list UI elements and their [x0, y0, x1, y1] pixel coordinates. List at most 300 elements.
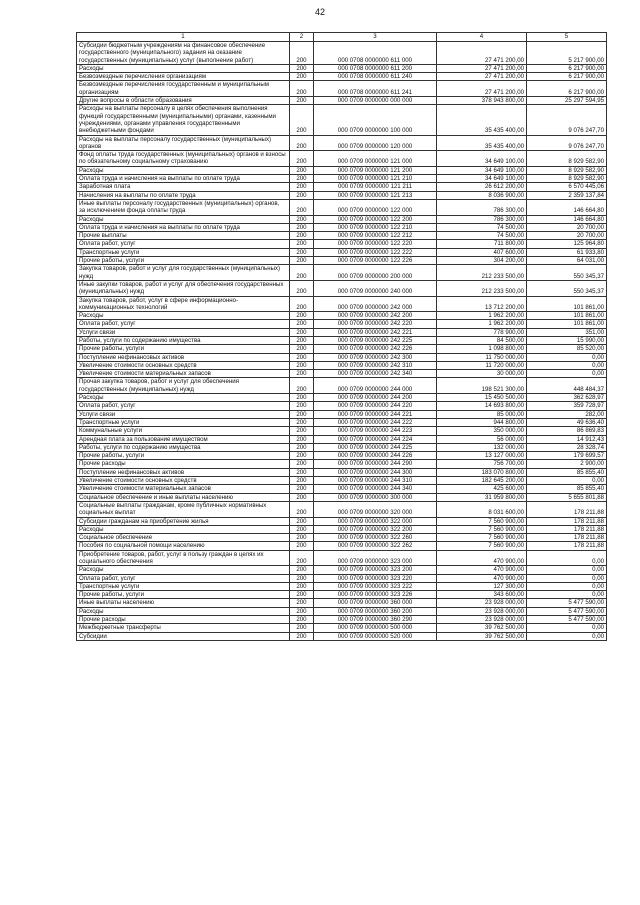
row-approved-cell: 8 036 900,00: [437, 191, 527, 199]
row-approved-cell: 13 127 000,00: [437, 452, 527, 460]
row-approved-cell: 7 560 900,00: [437, 525, 527, 533]
budget-report-table: [76, 32, 607, 641]
row-line-code-cell: 200: [290, 582, 314, 590]
row-budget-code-cell: 000 0709 0000000 200 000: [314, 265, 437, 281]
row-budget-code-cell: 000 0709 0000000 242 310: [314, 361, 437, 369]
row-budget-code-cell: 000 0709 0000000 121 210: [314, 175, 437, 183]
row-line-code-cell: 200: [290, 232, 314, 240]
table-row: [77, 336, 607, 344]
row-budget-code-cell: 000 0709 0000000 322 260: [314, 534, 437, 542]
row-line-code-cell: 200: [290, 477, 314, 485]
row-approved-cell: 343 600,00: [437, 591, 527, 599]
row-budget-code-cell: 000 0709 0000000 500 000: [314, 624, 437, 632]
table-row: [77, 312, 607, 320]
row-line-code-cell: 200: [290, 73, 314, 81]
row-executed-cell: 6 217 900,00: [527, 81, 607, 97]
row-line-code-cell: 200: [290, 616, 314, 624]
row-executed-cell: 101 861,00: [527, 296, 607, 312]
table-row: [77, 183, 607, 191]
row-approved-cell: 34 649 100,00: [437, 166, 527, 174]
row-line-code-cell: 200: [290, 468, 314, 476]
row-line-code-cell: 200: [290, 370, 314, 378]
row-approved-cell: 74 500,00: [437, 232, 527, 240]
row-line-code-cell: 200: [290, 223, 314, 231]
row-executed-cell: 5 655 801,88: [527, 493, 607, 501]
row-budget-code-cell: 000 0709 0000000 242 300: [314, 353, 437, 361]
table-row: [77, 566, 607, 574]
row-executed-cell: 0,00: [527, 582, 607, 590]
row-approved-cell: 27 471 200,00: [437, 64, 527, 72]
row-budget-code-cell: 000 0708 0000000 611 240: [314, 73, 437, 81]
row-name-cell: Поступление нефинансовых активов: [77, 353, 290, 361]
row-budget-code-cell: 000 0709 0000000 122 212: [314, 232, 437, 240]
row-approved-cell: 212 233 500,00: [437, 280, 527, 296]
row-executed-cell: 0,00: [527, 370, 607, 378]
row-name-cell: Оплата работ, услуг: [77, 320, 290, 328]
row-line-code-cell: 200: [290, 624, 314, 632]
table-row: [77, 257, 607, 265]
row-executed-cell: 5 477 590,00: [527, 607, 607, 615]
row-approved-cell: 470 900,00: [437, 574, 527, 582]
row-line-code-cell: 200: [290, 501, 314, 517]
row-executed-cell: 14 912,43: [527, 435, 607, 443]
table-row: [77, 280, 607, 296]
row-executed-cell: 5 217 900,00: [527, 42, 607, 65]
row-budget-code-cell: 000 0709 0000000 122 210: [314, 223, 437, 231]
row-executed-cell: 550 345,37: [527, 265, 607, 281]
row-line-code-cell: 200: [290, 566, 314, 574]
row-approved-cell: 23 928 000,00: [437, 607, 527, 615]
row-line-code-cell: 200: [290, 418, 314, 426]
row-approved-cell: 74 500,00: [437, 223, 527, 231]
row-approved-cell: 27 471 200,00: [437, 81, 527, 97]
table-row: [77, 468, 607, 476]
header-cell: 4: [437, 33, 527, 42]
row-name-cell: Другие вопросы в области образования: [77, 97, 290, 105]
row-approved-cell: 13 712 200,00: [437, 296, 527, 312]
row-name-cell: Расходы: [77, 64, 290, 72]
row-line-code-cell: 200: [290, 378, 314, 394]
row-line-code-cell: 200: [290, 280, 314, 296]
row-name-cell: Прочие выплаты: [77, 232, 290, 240]
row-budget-code-cell: 000 0709 0000000 322 262: [314, 542, 437, 550]
row-executed-cell: 178 211,88: [527, 525, 607, 533]
table-row: [77, 97, 607, 105]
table-row: [77, 175, 607, 183]
row-executed-cell: 0,00: [527, 591, 607, 599]
row-executed-cell: 9 076 247,70: [527, 105, 607, 135]
row-name-cell: Поступление нефинансовых активов: [77, 468, 290, 476]
row-budget-code-cell: 000 0709 0000000 122 200: [314, 215, 437, 223]
row-line-code-cell: 200: [290, 607, 314, 615]
row-name-cell: Прочие расходы: [77, 616, 290, 624]
table-row: [77, 361, 607, 369]
row-executed-cell: 28 328,74: [527, 443, 607, 451]
row-name-cell: Расходы: [77, 215, 290, 223]
row-executed-cell: 86 869,83: [527, 427, 607, 435]
row-approved-cell: 39 762 500,00: [437, 624, 527, 632]
row-name-cell: Увеличение стоимости материальных запасов: [77, 485, 290, 493]
table-row: [77, 64, 607, 72]
table-row: [77, 632, 607, 640]
table-row: [77, 105, 607, 135]
row-executed-cell: 8 929 582,90: [527, 175, 607, 183]
row-line-code-cell: 200: [290, 166, 314, 174]
row-budget-code-cell: 000 0709 0000000 244 300: [314, 468, 437, 476]
table-row: [77, 517, 607, 525]
row-executed-cell: 448 484,37: [527, 378, 607, 394]
row-approved-cell: 378 943 800,00: [437, 97, 527, 105]
row-line-code-cell: 200: [290, 248, 314, 256]
row-line-code-cell: 200: [290, 312, 314, 320]
table-row: [77, 477, 607, 485]
row-budget-code-cell: 000 0709 0000000 323 000: [314, 550, 437, 566]
row-executed-cell: 146 664,80: [527, 199, 607, 215]
row-line-code-cell: 200: [290, 443, 314, 451]
row-budget-code-cell: 000 0709 0000000 244 222: [314, 418, 437, 426]
row-line-code-cell: 200: [290, 257, 314, 265]
row-approved-cell: 35 435 400,00: [437, 135, 527, 151]
row-approved-cell: 407 600,00: [437, 248, 527, 256]
row-line-code-cell: 200: [290, 485, 314, 493]
row-name-cell: Пособия по социальной помощи населению: [77, 542, 290, 550]
row-executed-cell: 5 477 590,00: [527, 599, 607, 607]
row-budget-code-cell: 000 0709 0000000 242 225: [314, 336, 437, 344]
row-executed-cell: 351,00: [527, 328, 607, 336]
row-budget-code-cell: 000 0709 0000000 244 200: [314, 394, 437, 402]
row-name-cell: Расходы: [77, 607, 290, 615]
row-line-code-cell: 200: [290, 265, 314, 281]
row-approved-cell: 8 031 600,00: [437, 501, 527, 517]
row-approved-cell: 84 500,00: [437, 336, 527, 344]
row-approved-cell: 1 962 200,00: [437, 312, 527, 320]
row-name-cell: Прочие работы, услуги: [77, 591, 290, 599]
row-name-cell: Работы, услуги по содержанию имущества: [77, 443, 290, 451]
table-row: [77, 435, 607, 443]
row-line-code-cell: 200: [290, 542, 314, 550]
row-name-cell: Транспортные услуги: [77, 582, 290, 590]
header-cell: 3: [314, 33, 437, 42]
row-line-code-cell: 200: [290, 97, 314, 105]
row-line-code-cell: 200: [290, 550, 314, 566]
row-name-cell: Иные выплаты населению: [77, 599, 290, 607]
row-approved-cell: 34 649 100,00: [437, 175, 527, 183]
row-name-cell: Расходы: [77, 566, 290, 574]
row-executed-cell: 178 211,88: [527, 501, 607, 517]
row-name-cell: Увеличение стоимости материальных запасов: [77, 370, 290, 378]
row-budget-code-cell: 000 0709 0000000 242 000: [314, 296, 437, 312]
row-line-code-cell: 200: [290, 175, 314, 183]
row-approved-cell: 7 560 900,00: [437, 517, 527, 525]
row-budget-code-cell: 000 0709 0000000 242 200: [314, 312, 437, 320]
row-line-code-cell: 200: [290, 591, 314, 599]
row-executed-cell: 178 211,88: [527, 534, 607, 542]
table-row: [77, 452, 607, 460]
row-line-code-cell: 200: [290, 599, 314, 607]
row-budget-code-cell: 000 0709 0000000 300 000: [314, 493, 437, 501]
row-approved-cell: 7 560 900,00: [437, 534, 527, 542]
row-name-cell: Иные выплаты персоналу государственных (муниципальных) органов, за исключением фонда оплаты труда: [77, 199, 290, 215]
row-budget-code-cell: 000 0708 0000000 611 200: [314, 64, 437, 72]
row-line-code-cell: 200: [290, 296, 314, 312]
row-budget-code-cell: 000 0709 0000000 323 220: [314, 574, 437, 582]
table-row: [77, 410, 607, 418]
row-executed-cell: 359 728,97: [527, 402, 607, 410]
row-executed-cell: 85 855,40: [527, 468, 607, 476]
table-row: [77, 607, 607, 615]
row-budget-code-cell: 000 0709 0000000 122 000: [314, 199, 437, 215]
row-name-cell: Оплата работ, услуг: [77, 402, 290, 410]
row-name-cell: Оплата работ, услуг: [77, 574, 290, 582]
row-budget-code-cell: 000 0709 0000000 244 221: [314, 410, 437, 418]
row-approved-cell: 15 450 500,00: [437, 394, 527, 402]
table-row: [77, 550, 607, 566]
row-name-cell: Услуги связи: [77, 410, 290, 418]
row-executed-cell: 178 211,88: [527, 542, 607, 550]
row-executed-cell: 0,00: [527, 550, 607, 566]
row-budget-code-cell: 000 0709 0000000 244 290: [314, 460, 437, 468]
row-line-code-cell: 200: [290, 402, 314, 410]
table-row: [77, 345, 607, 353]
row-budget-code-cell: 000 0709 0000000 244 224: [314, 435, 437, 443]
row-budget-code-cell: 000 0709 0000000 360 000: [314, 599, 437, 607]
table-row: [77, 378, 607, 394]
row-approved-cell: 944 800,00: [437, 418, 527, 426]
row-approved-cell: 778 900,00: [437, 328, 527, 336]
row-approved-cell: 30 000,00: [437, 370, 527, 378]
row-name-cell: Коммунальные услуги: [77, 427, 290, 435]
page-number: 42: [314, 7, 325, 17]
table-row: [77, 166, 607, 174]
row-executed-cell: 20 700,00: [527, 223, 607, 231]
row-name-cell: Субсидии бюджетным учреждениям на финансовое обеспечение государственного (муниципального) задания на оказание государственных (муниципальных) услуг (выполнение работ): [77, 42, 290, 65]
row-approved-cell: 127 300,00: [437, 582, 527, 590]
row-approved-cell: 11 750 000,00: [437, 353, 527, 361]
row-name-cell: Арендная плата за пользование имуществом: [77, 435, 290, 443]
row-executed-cell: 101 861,00: [527, 320, 607, 328]
row-name-cell: Прочая закупка товаров, работ и услуг для обеспечения государственных (муниципальных) нужд: [77, 378, 290, 394]
table-row: [77, 591, 607, 599]
table-row: [77, 199, 607, 215]
row-executed-cell: 6 217 900,00: [527, 73, 607, 81]
row-name-cell: Социальное обеспечение и иные выплаты населению: [77, 493, 290, 501]
row-approved-cell: 183 070 800,00: [437, 468, 527, 476]
row-budget-code-cell: 000 0709 0000000 242 226: [314, 345, 437, 353]
row-line-code-cell: 200: [290, 427, 314, 435]
row-name-cell: Оплата работ, услуг: [77, 240, 290, 248]
row-approved-cell: 132 000,00: [437, 443, 527, 451]
row-executed-cell: 6 570 445,06: [527, 183, 607, 191]
row-executed-cell: 85 520,00: [527, 345, 607, 353]
row-budget-code-cell: 000 0709 0000000 244 220: [314, 402, 437, 410]
row-budget-code-cell: 000 0709 0000000 100 000: [314, 105, 437, 135]
row-budget-code-cell: 000 0708 0000000 611 241: [314, 81, 437, 97]
row-approved-cell: 198 521 300,00: [437, 378, 527, 394]
row-executed-cell: 20 700,00: [527, 232, 607, 240]
row-executed-cell: 0,00: [527, 632, 607, 640]
row-approved-cell: 182 645 200,00: [437, 477, 527, 485]
row-name-cell: Транспортные услуги: [77, 248, 290, 256]
row-approved-cell: 11 720 000,00: [437, 361, 527, 369]
row-name-cell: Безвозмездные перечисления государственным и муниципальным организациям: [77, 81, 290, 97]
row-line-code-cell: 200: [290, 64, 314, 72]
row-approved-cell: 14 693 800,00: [437, 402, 527, 410]
row-budget-code-cell: 000 0709 0000000 244 000: [314, 378, 437, 394]
table-row: [77, 265, 607, 281]
row-approved-cell: 27 471 200,00: [437, 42, 527, 65]
table-row: [77, 616, 607, 624]
table-row: [77, 215, 607, 223]
table-row: [77, 370, 607, 378]
row-approved-cell: 304 200,00: [437, 257, 527, 265]
row-name-cell: Расходы: [77, 525, 290, 533]
row-approved-cell: 23 928 000,00: [437, 599, 527, 607]
row-approved-cell: 786 300,00: [437, 199, 527, 215]
table-row: [77, 599, 607, 607]
row-executed-cell: 0,00: [527, 624, 607, 632]
row-line-code-cell: 200: [290, 151, 314, 167]
row-budget-code-cell: 000 0708 0000000 611 000: [314, 42, 437, 65]
row-line-code-cell: 200: [290, 81, 314, 97]
row-executed-cell: 2 900,00: [527, 460, 607, 468]
row-executed-cell: 6 217 900,00: [527, 64, 607, 72]
table-row: [77, 542, 607, 550]
row-name-cell: Закупка товаров, работ и услуг для государственных (муниципальных) нужд: [77, 265, 290, 281]
row-line-code-cell: 200: [290, 191, 314, 199]
row-executed-cell: 64 031,00: [527, 257, 607, 265]
row-name-cell: Прочие расходы: [77, 460, 290, 468]
row-name-cell: Межбюджетные трансферты: [77, 624, 290, 632]
table-row: [77, 485, 607, 493]
row-executed-cell: 146 664,80: [527, 215, 607, 223]
row-name-cell: Фонд оплаты труда государственных (муниципальных) органов и взносы по обязательному социальному страхованию: [77, 151, 290, 167]
header-cell: 2: [290, 33, 314, 42]
table-row: [77, 443, 607, 451]
row-line-code-cell: 200: [290, 632, 314, 640]
row-executed-cell: 8 929 582,90: [527, 166, 607, 174]
row-approved-cell: 7 560 900,00: [437, 542, 527, 550]
table-row: [77, 151, 607, 167]
row-line-code-cell: 200: [290, 345, 314, 353]
row-name-cell: Субсидии гражданам на приобретение жилья: [77, 517, 290, 525]
table-row: [77, 223, 607, 231]
row-executed-cell: 15 990,00: [527, 336, 607, 344]
table-row: [77, 501, 607, 517]
row-budget-code-cell: 000 0709 0000000 240 000: [314, 280, 437, 296]
row-approved-cell: 27 471 200,00: [437, 73, 527, 81]
table-row: [77, 240, 607, 248]
row-executed-cell: 125 964,80: [527, 240, 607, 248]
row-budget-code-cell: 000 0709 0000000 121 200: [314, 166, 437, 174]
row-budget-code-cell: 000 0709 0000000 360 200: [314, 607, 437, 615]
table-row: [77, 525, 607, 533]
row-executed-cell: 0,00: [527, 566, 607, 574]
row-executed-cell: 0,00: [527, 574, 607, 582]
row-budget-code-cell: 000 0709 0000000 242 221: [314, 328, 437, 336]
row-name-cell: Социальные выплаты гражданам, кроме публичных нормативных социальных выплат: [77, 501, 290, 517]
row-budget-code-cell: 000 0709 0000000 242 340: [314, 370, 437, 378]
row-executed-cell: 61 933,80: [527, 248, 607, 256]
row-executed-cell: 101 861,00: [527, 312, 607, 320]
row-budget-code-cell: 000 0709 0000000 323 226: [314, 591, 437, 599]
row-line-code-cell: 200: [290, 394, 314, 402]
row-line-code-cell: 200: [290, 525, 314, 533]
table-row: [77, 135, 607, 151]
table-row: [77, 534, 607, 542]
row-budget-code-cell: 000 0709 0000000 244 225: [314, 443, 437, 451]
table-row: [77, 248, 607, 256]
row-name-cell: Субсидии: [77, 632, 290, 640]
row-line-code-cell: 200: [290, 105, 314, 135]
row-executed-cell: 0,00: [527, 477, 607, 485]
row-name-cell: Расходы на выплаты персоналу государственных (муниципальных) органов: [77, 135, 290, 151]
row-executed-cell: 0,00: [527, 361, 607, 369]
row-budget-code-cell: 000 0709 0000000 122 222: [314, 248, 437, 256]
row-name-cell: Безвозмездные перечисления организациям: [77, 73, 290, 81]
row-line-code-cell: 200: [290, 493, 314, 501]
row-approved-cell: 711 800,00: [437, 240, 527, 248]
row-approved-cell: 35 435 400,00: [437, 105, 527, 135]
table-row: [77, 427, 607, 435]
header-cell: 5: [527, 33, 607, 42]
row-line-code-cell: 200: [290, 452, 314, 460]
row-line-code-cell: 200: [290, 183, 314, 191]
table-row: [77, 493, 607, 501]
row-executed-cell: 49 636,40: [527, 418, 607, 426]
row-name-cell: Прочие работы, услуги: [77, 257, 290, 265]
table-row: [77, 328, 607, 336]
row-budget-code-cell: 000 0709 0000000 520 000: [314, 632, 437, 640]
row-budget-code-cell: 000 0709 0000000 000 000: [314, 97, 437, 105]
row-name-cell: Работы, услуги по содержанию имущества: [77, 336, 290, 344]
row-approved-cell: 756 700,00: [437, 460, 527, 468]
row-budget-code-cell: 000 0709 0000000 121 000: [314, 151, 437, 167]
row-approved-cell: 470 900,00: [437, 550, 527, 566]
row-budget-code-cell: 000 0709 0000000 244 226: [314, 452, 437, 460]
row-budget-code-cell: 000 0709 0000000 360 290: [314, 616, 437, 624]
table-row: [77, 81, 607, 97]
row-line-code-cell: 200: [290, 42, 314, 65]
row-approved-cell: 26 612 200,00: [437, 183, 527, 191]
row-executed-cell: 25 297 594,95: [527, 97, 607, 105]
table-row: [77, 296, 607, 312]
row-budget-code-cell: 000 0709 0000000 120 000: [314, 135, 437, 151]
row-line-code-cell: 200: [290, 215, 314, 223]
row-name-cell: Начисления на выплаты по оплате труда: [77, 191, 290, 199]
row-budget-code-cell: 000 0709 0000000 122 220: [314, 240, 437, 248]
row-name-cell: Расходы: [77, 394, 290, 402]
row-approved-cell: 470 900,00: [437, 566, 527, 574]
row-name-cell: Увеличение стоимости основных средств: [77, 361, 290, 369]
row-approved-cell: 350 000,00: [437, 427, 527, 435]
row-approved-cell: 56 000,00: [437, 435, 527, 443]
row-budget-code-cell: 000 0709 0000000 242 220: [314, 320, 437, 328]
row-approved-cell: 85 000,00: [437, 410, 527, 418]
row-line-code-cell: 200: [290, 435, 314, 443]
row-budget-code-cell: 000 0709 0000000 323 222: [314, 582, 437, 590]
row-approved-cell: 23 928 000,00: [437, 616, 527, 624]
row-approved-cell: 1 962 200,00: [437, 320, 527, 328]
row-approved-cell: 39 762 500,00: [437, 632, 527, 640]
row-line-code-cell: 200: [290, 328, 314, 336]
row-executed-cell: 179 699,57: [527, 452, 607, 460]
row-line-code-cell: 200: [290, 361, 314, 369]
row-executed-cell: 178 211,88: [527, 517, 607, 525]
row-line-code-cell: 200: [290, 320, 314, 328]
row-executed-cell: 2 359 137,84: [527, 191, 607, 199]
row-approved-cell: 1 098 800,00: [437, 345, 527, 353]
table-row: [77, 460, 607, 468]
